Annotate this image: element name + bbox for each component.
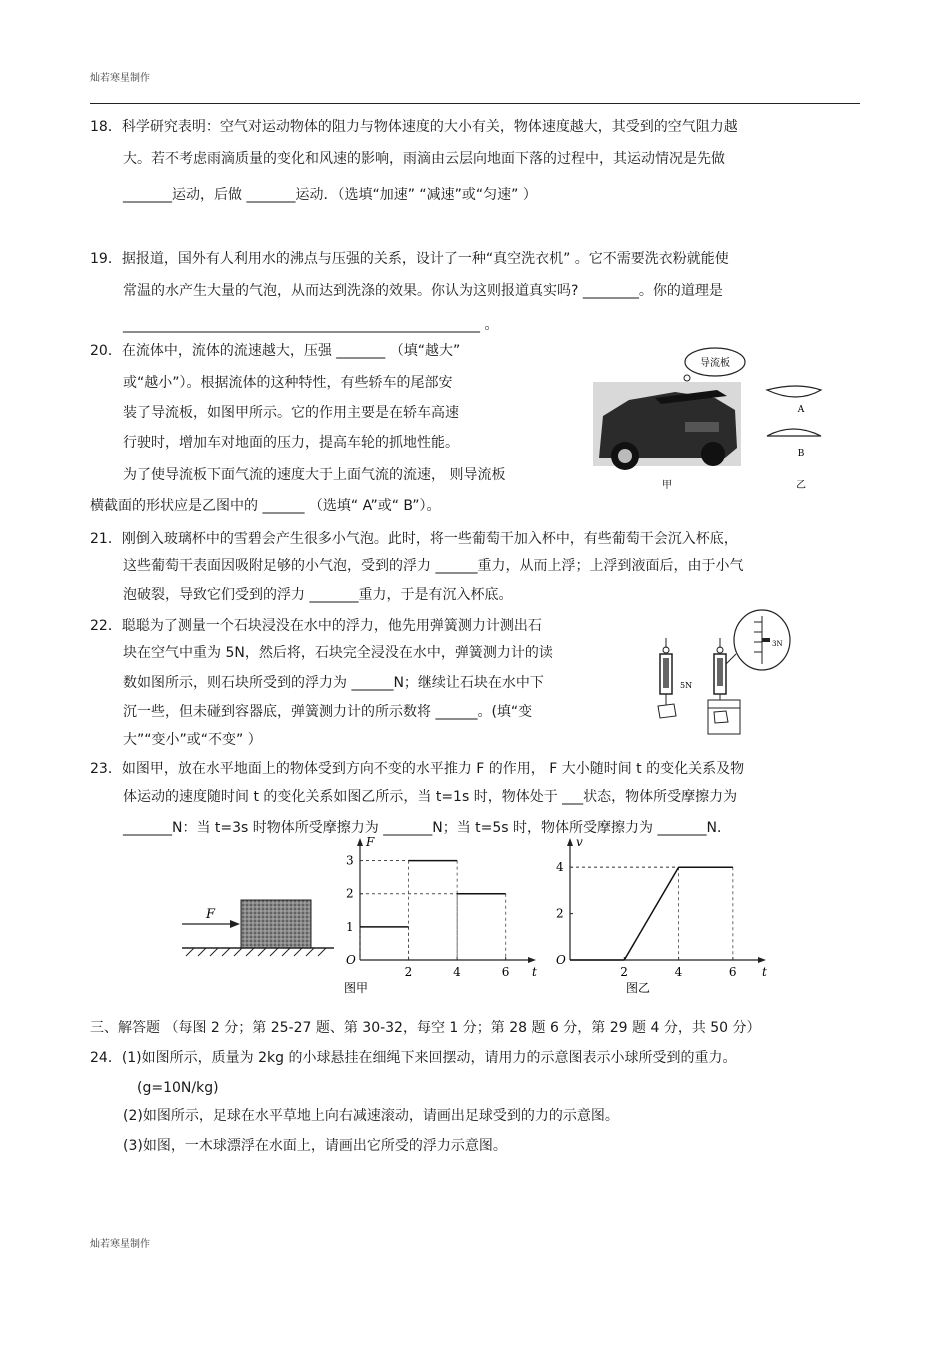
caption-yi: 图乙 <box>626 981 651 995</box>
scale1-reading: 5N <box>680 681 693 690</box>
car-spoiler-figure <box>585 338 825 494</box>
chart-force-time <box>346 836 537 979</box>
y-tick-label: 1 <box>346 919 354 934</box>
scale2-spring <box>717 658 723 686</box>
car-light <box>685 422 719 432</box>
x-tick-label: 4 <box>453 965 461 979</box>
fig-yi-label: 乙 <box>796 480 806 491</box>
q24-line4: (3)如图，一木球漂浮在水面上，请画出它所受的浮力示意图。 <box>123 1138 507 1154</box>
force-arrow-head <box>230 920 240 928</box>
ground-hatch <box>186 948 326 956</box>
bubble-dot <box>684 375 690 381</box>
q23-line1: 23．如图甲，放在水平地面上的物体受到方向不变的水平推力 F 的作用， F 大小随时间 t 的变化关系及物 <box>90 761 745 777</box>
q21-line1: 21．刚倒入玻璃杯中的雪碧会产生很多小气泡。此时，将一些葡萄干加入杯中，有些葡萄干会沉入杯底， <box>90 531 738 547</box>
q23-figures <box>178 836 778 1000</box>
x-tick-label: 4 <box>674 965 683 979</box>
stone-in-water <box>714 711 728 723</box>
block <box>241 900 311 948</box>
spring-scale-figure <box>650 608 800 738</box>
x-axis-arrow <box>758 957 766 963</box>
q20-line3: 装了导流板，如图甲所示。它的作用主要是在轿车高速 <box>123 405 459 421</box>
y-tick-label: 2 <box>346 886 354 901</box>
zoom-reading: 3N <box>772 640 783 648</box>
x-tick-label: 6 <box>501 965 510 979</box>
q23-line3: _______N：当 t=3s 时物体所受摩擦力为 _______N；当 t=5s 时，物体所受摩擦力为 _______N． <box>123 820 731 836</box>
q22-line3: 数如图所示，则石块所受到的浮力为 ______N；继续让石块在水中下 <box>123 675 544 691</box>
q20-line2: 或“越小”）。根据流体的这种特性，有些轿车的尾部安 <box>123 375 453 391</box>
q19-line2: 常温的水产生大量的气泡，从而达到洗涤的效果。你认为这则报道真实吗? ________。你的道理是 <box>123 283 723 299</box>
x-axis-label: t <box>532 965 537 979</box>
scale1-spring <box>663 658 669 688</box>
y-axis-label: F <box>366 836 375 849</box>
q24-line3: (2)如图所示，足球在水平草地上向右减速滚动，请画出足球受到的力的示意图。 <box>123 1108 619 1124</box>
q23-line2: 体运动的速度随时间 t 的变化关系如图乙所示，当 t=1s 时，物体处于 ___状态，物体所受摩擦力为 <box>123 789 738 805</box>
q20-line4: 行驶时，增加车对地面的压力，提高车轮的抓地性能。 <box>123 435 459 451</box>
q18-line1: 18．科学研究表明：空气对运动物体的阻力与物体速度的大小有关，物体速度越大，其受到的空气阻力越 <box>90 119 738 135</box>
car-wheel-right <box>701 442 725 466</box>
fig-jia-label: 甲 <box>662 480 672 491</box>
section-a-shape <box>767 386 821 397</box>
force-label: F <box>206 907 216 922</box>
q22-line2: 块在空气中重为 5N，然后将，石块完全浸没在水中，弹簧测力计的读 <box>123 645 553 661</box>
x-axis-label: t <box>762 965 767 979</box>
stone-in-air <box>658 704 676 718</box>
q18-line2: 大。若不考虑雨滴质量的变化和风速的影响，雨滴由云层向地面下落的过程中，其运动情况是先做 <box>123 151 725 167</box>
origin-label: O <box>556 953 566 967</box>
zoom-pointer-mark <box>762 638 770 642</box>
y-tick-label: 4 <box>556 860 564 875</box>
x-axis-arrow <box>528 957 536 963</box>
car-hub-left <box>618 449 632 463</box>
chart-velocity-time <box>556 836 767 979</box>
q24-line1: 24．(1)如图所示，质量为 2kg 的小球悬挂在细绳下来回摆动，请用力的示意图表示小球所受到的重力。 <box>90 1050 737 1066</box>
bubble-label: 导流板 <box>700 358 730 369</box>
q18-line3: _______运动，后做 _______运动．（选填“加速” “减速”或“匀速” ） <box>123 187 537 203</box>
q21-line2: 这些葡萄干表面因吸附足够的小气泡，受到的浮力 ______重力，从而上浮；上浮到液面后，由于小气 <box>123 558 744 574</box>
zoom-pointer <box>726 654 736 664</box>
footer-text: 灿若寒星制作 <box>90 1239 150 1250</box>
y-axis-arrow <box>567 838 573 846</box>
q20-line1: 20．在流体中，流体的流速越大，压强 _______ （填“越大” <box>90 343 461 359</box>
q19-line3: ___________________________________________________ 。 <box>123 317 499 333</box>
q19-line1: 19．据报道，国外有人利用水的沸点与压强的关系，设计了一种“真空洗衣机” 。它不需要洗衣粉就能使 <box>90 251 729 267</box>
header-text: 灿若寒星制作 <box>90 73 150 84</box>
x-tick-label: 2 <box>404 965 413 979</box>
x-tick-label: 6 <box>728 965 737 979</box>
section-b-label: B <box>797 449 805 459</box>
section-a-label: A <box>797 405 805 415</box>
q22-line5: 大”“变小”或“不变” ） <box>123 732 262 748</box>
q20-line5: 为了使导流板下面气流的速度大于上面气流的流速， 则导流板 <box>123 467 506 483</box>
q24-line2: (g=10N/kg) <box>137 1080 219 1096</box>
section3-heading: 三、解答题 （每图 2 分；第 25-27 题、第 30-32，每空 1 分；第 28 题 6 分，第 29 题 4 分，共 50 分） <box>90 1020 761 1036</box>
x-tick-label: 2 <box>620 965 628 979</box>
y-axis-arrow <box>357 838 363 846</box>
q22-line1: 22．聪聪为了测量一个石块浸没在水中的浮力，他先用弹簧测力计测出石 <box>90 618 542 634</box>
y-axis-label: v <box>576 836 583 849</box>
header-rule <box>90 103 860 104</box>
q22-line4: 沉一些，但未碰到容器底，弹簧测力计的所示数将 ______。(填“变 <box>123 704 533 720</box>
caption-jia: 图甲 <box>344 981 369 995</box>
section-b-shape <box>767 429 821 436</box>
y-tick-label: 3 <box>346 853 354 868</box>
y-tick-label: 2 <box>556 906 564 921</box>
data-segment <box>624 867 678 960</box>
q20-line6: 横截面的形状应是乙图中的 ______ （选填“ A”或“ B”）。 <box>90 498 441 514</box>
q21-line3: 泡破裂，导致它们受到的浮力 _______重力，于是有沉入杯底。 <box>123 587 513 603</box>
origin-label: O <box>346 953 356 967</box>
